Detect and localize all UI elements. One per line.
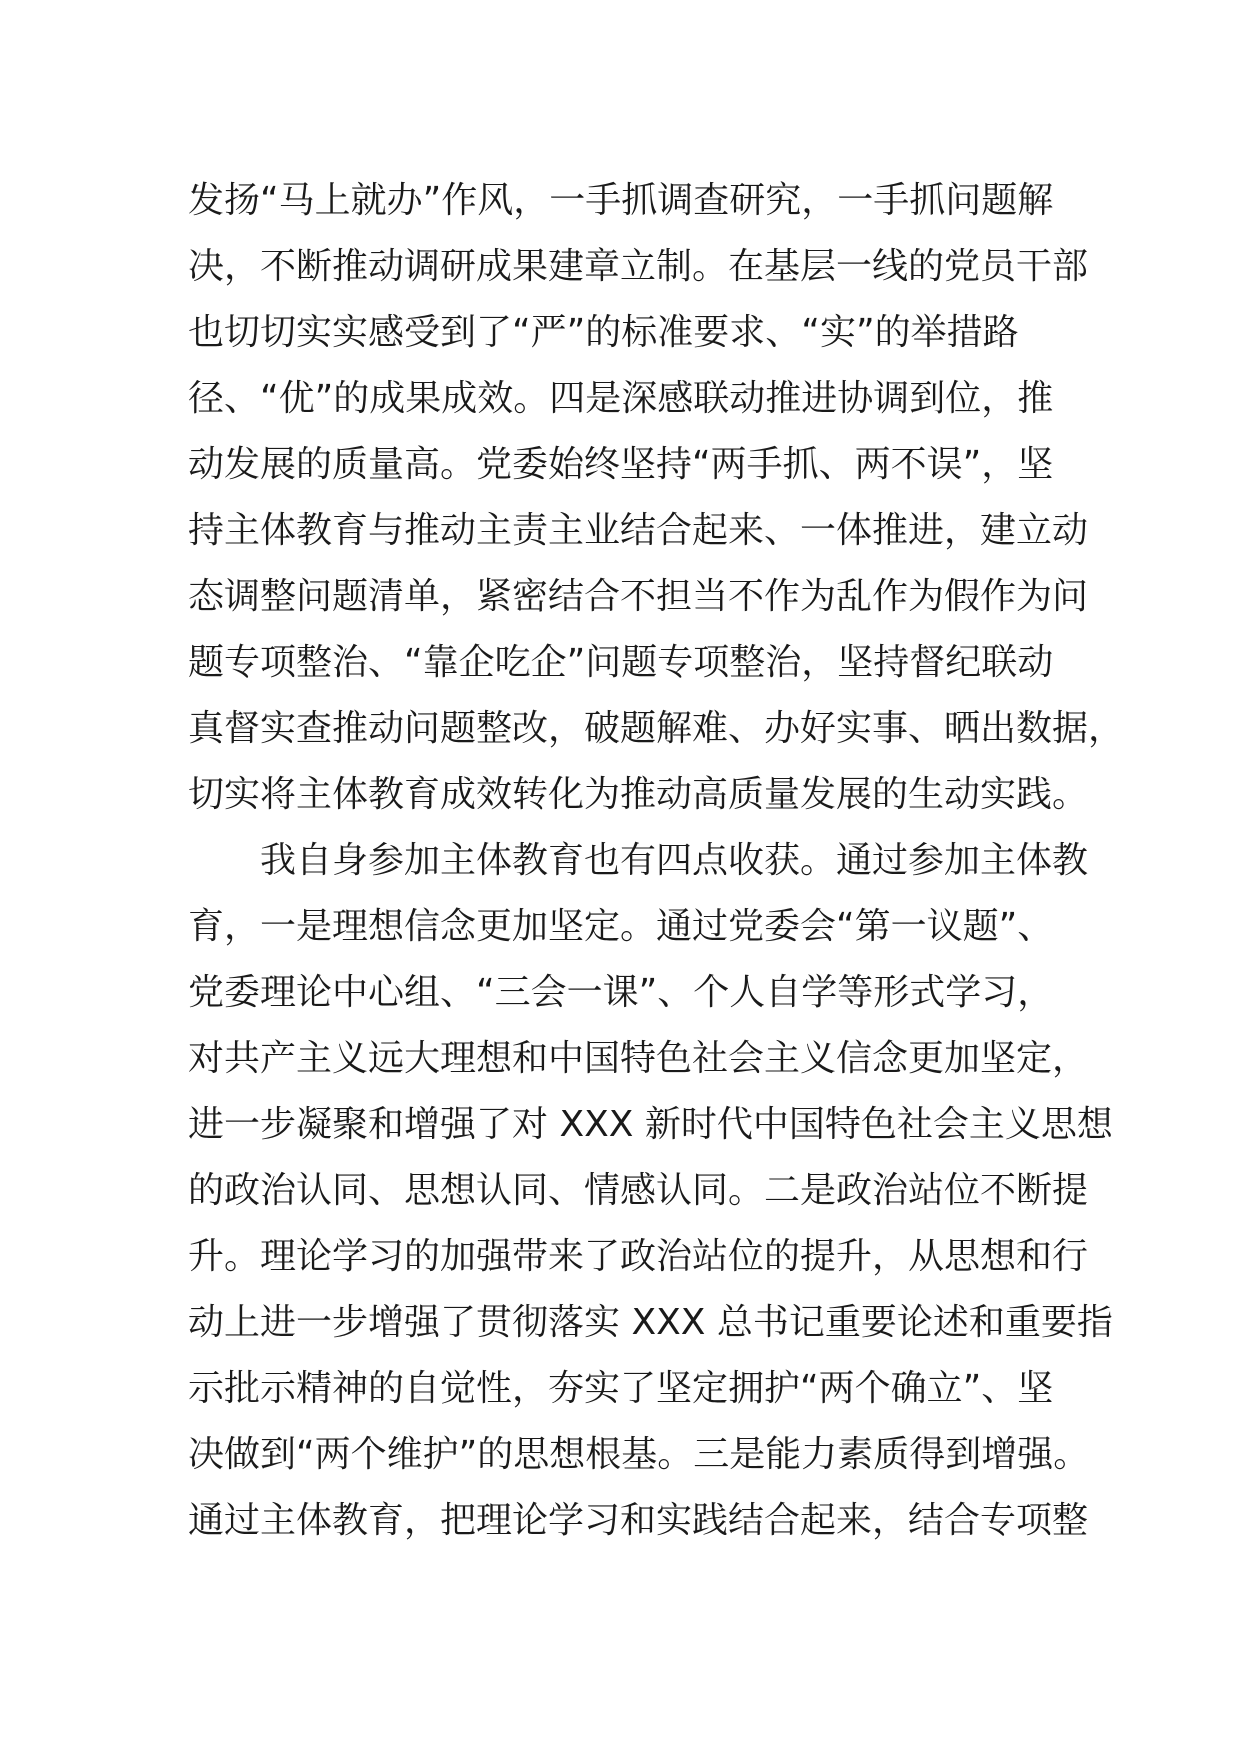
text-line: 发扬“马上就办”作风，一手抓调查研究，一手抓问题解 — [188, 180, 1054, 221]
text-line: 径、“优”的成果成效。四是深感联动推进协调到位，推 — [188, 378, 1054, 419]
text-line: 升。理论学习的加强带来了政治站位的提升，从思想和行 — [188, 1236, 1089, 1277]
text-line: 切实将主体教育成效转化为推动高质量发展的生动实践。 — [188, 774, 1089, 815]
text-line: 态调整问题清单，紧密结合不担当不作为乱作为假作为问 — [188, 576, 1089, 617]
text-line: 决做到“两个维护”的思想根基。三是能力素质得到增强。 — [188, 1434, 1090, 1475]
text-line: 持主体教育与推动主责主业结合起来、一体推进，建立动 — [188, 510, 1089, 551]
text-line: 对共产主义远大理想和中国特色社会主义信念更加坚定， — [188, 1038, 1089, 1079]
text-line: 动上进一步增强了贯彻落实 XXX 总书记重要论述和重要指 — [188, 1302, 1113, 1343]
text-line: 动发展的质量高。党委始终坚持“两手抓、两不误”，坚 — [188, 444, 1054, 485]
text-line: 也切切实实感受到了“严”的标准要求、“实”的举措路 — [188, 312, 1019, 353]
text-line: 通过主体教育，把理论学习和实践结合起来，结合专项整 — [188, 1500, 1089, 1541]
paragraph-start-line: 我自身参加主体教育也有四点收获。通过参加主体教 — [188, 840, 1089, 881]
text-line: 育，一是理想信念更加坚定。通过党委会“第一议题”、 — [188, 906, 1054, 947]
text-line: 的政治认同、思想认同、情感认同。二是政治站位不断提 — [188, 1170, 1089, 1211]
body-text — [188, 168, 1125, 1554]
text-line: 示批示精神的自觉性，夯实了坚定拥护“两个确立”、坚 — [188, 1368, 1054, 1409]
text-line: 党委理论中心组、“三会一课”、个人自学等形式学习， — [188, 972, 1054, 1013]
text-line: 决，不断推动调研成果建章立制。在基层一线的党员干部 — [188, 246, 1089, 287]
text-line: 题专项整治、“靠企吃企”问题专项整治，坚持督纪联动 — [188, 642, 1054, 683]
text-line: 进一步凝聚和增强了对 XXX 新时代中国特色社会主义思想 — [188, 1104, 1113, 1145]
text-line: 真督实查推动问题整改，破题解难、办好实事、晒出数据， — [188, 708, 1125, 749]
